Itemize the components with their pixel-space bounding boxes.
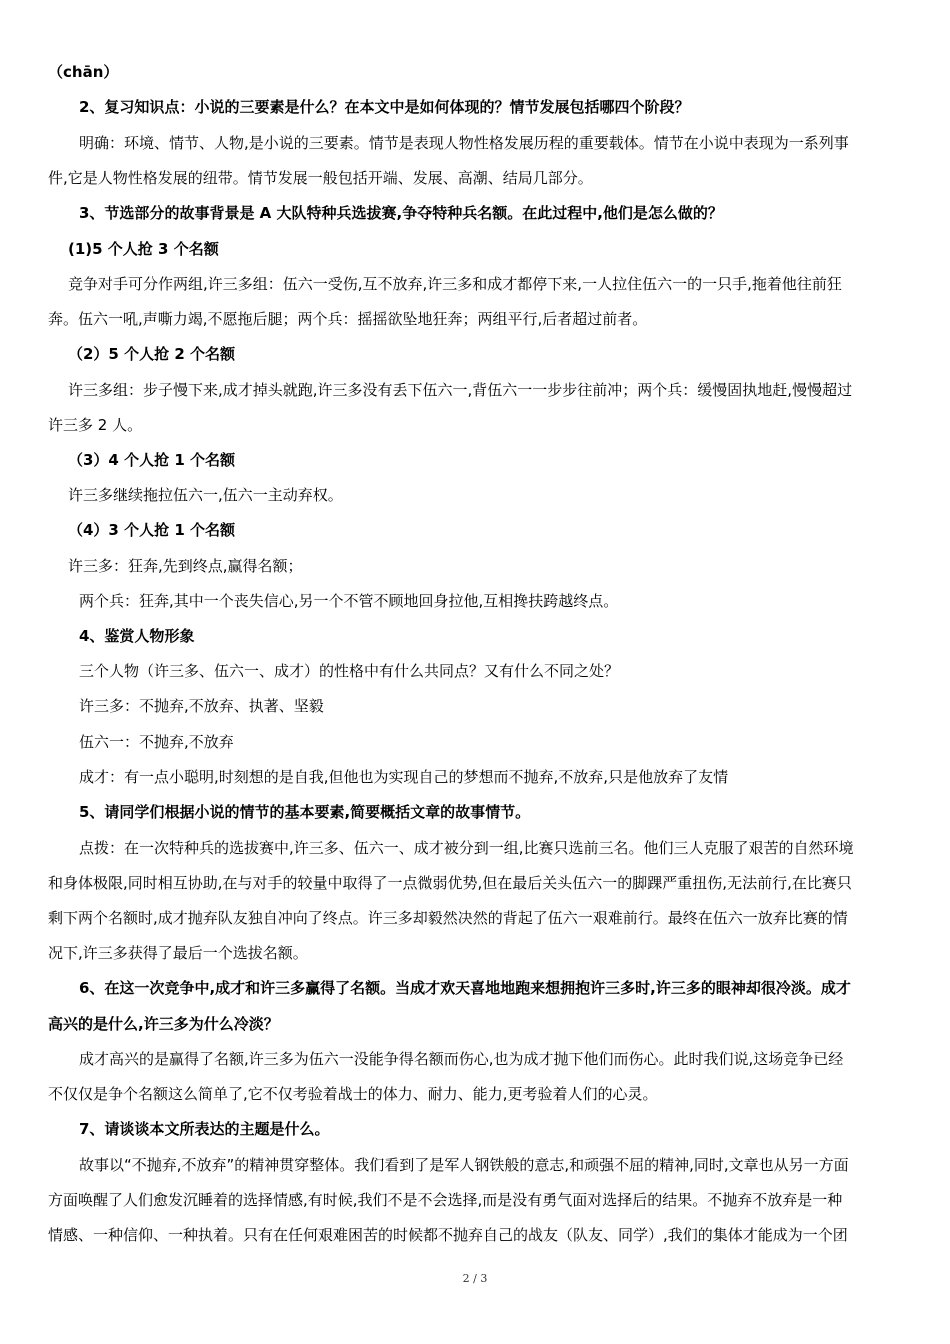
- sub-heading: （2）5 个人抢 2 个名额: [68, 345, 235, 363]
- text-line: 况下,许三多获得了最后一个选拔名额。: [48, 944, 308, 962]
- text-line: 许三多 2 人。: [48, 416, 143, 434]
- text-line: 情感、一种信仰、一种执着。只有在任何艰难困苦的时候都不抛弃自己的战友（队友、同学）,我们的集体才能成为一个团: [48, 1226, 848, 1244]
- page-number: 2 / 3: [462, 1272, 488, 1285]
- text-line: 许三多继续拖拉伍六一,伍六一主动弃权。: [68, 486, 343, 504]
- text-line: 方面唤醒了人们愈发沉睡着的选择情感,有时候,我们不是不会选择,而是没有勇气面对选择后的结果。不抛弃不放弃是一种: [48, 1191, 843, 1209]
- text-line: 剩下两个名额时,成才抛弃队友独自冲向了终点。许三多却毅然决然的背起了伍六一艰难前行。最终在伍六一放弃比赛的情: [48, 909, 848, 927]
- text-line: 两个兵：狂奔,其中一个丧失信心,另一个不管不顾地回身拉他,互相搀扶跨越终点。: [79, 592, 619, 610]
- text-line: 点拨：在一次特种兵的选拔赛中,许三多、伍六一、成才被分到一组,比赛只选前三名。他们三人克服了艰苦的自然环境: [79, 839, 854, 857]
- question-heading: 6、在这一次竞争中,成才和许三多赢得了名额。当成才欢天喜地地跑来想拥抱许三多时,许三多的眼神却很冷淡。成才: [79, 979, 851, 997]
- question-heading: 3、节选部分的故事背景是 A 大队特种兵选拔赛,争夺特种兵名额。在此过程中,他们是怎么做的？: [79, 204, 723, 222]
- text-line: 奔。伍六一吼,声嘶力竭,不愿拖后腿；两个兵：摇摇欲坠地狂奔；两组平行,后者超过前者。: [48, 310, 648, 328]
- text-line: 许三多：狂奔,先到终点,赢得名额；: [68, 557, 303, 575]
- sub-heading: (1)5 个人抢 3 个名额: [68, 240, 219, 258]
- text-line: 成才：有一点小聪明,时刻想的是自我,但他也为实现自己的梦想而不抛弃,不放弃,只是他放弃了友情: [79, 768, 729, 786]
- question-heading: 5、请同学们根据小说的情节的基本要素,简要概括文章的故事情节。: [79, 803, 531, 821]
- text-line: （chān）: [48, 63, 119, 81]
- text-line: 明确：环境、情节、人物,是小说的三要素。情节是表现人物性格发展历程的重要载体。情节在小说中表现为一系列事: [79, 134, 849, 152]
- question-heading: 4、鉴赏人物形象: [79, 627, 195, 645]
- sub-heading: （3）4 个人抢 1 个名额: [68, 451, 235, 469]
- question-heading: 7、请谈谈本文所表达的主题是什么。: [79, 1120, 330, 1138]
- text-line: 和身体极限,同时相互协助,在与对手的较量中取得了一点微弱优势,但在最后关头伍六一的脚踝严重扭伤,无法前行,在比赛只: [48, 874, 852, 892]
- text-line: 伍六一：不抛弃,不放弃: [79, 733, 234, 751]
- text-line: 成才高兴的是赢得了名额,许三多为伍六一没能争得名额而伤心,也为成才抛下他们而伤心。此时我们说,这场竞争已经: [79, 1050, 844, 1068]
- text-line: 三个人物（许三多、伍六一、成才）的性格中有什么共同点？又有什么不同之处？: [79, 662, 620, 680]
- text-line: 许三多组：步子慢下来,成才掉头就跑,许三多没有丢下伍六一,背伍六一一步步往前冲；两个兵：缓慢固执地赶,慢慢超过: [68, 381, 853, 399]
- text-line: 竞争对手可分作两组,许三多组：伍六一受伤,互不放弃,许三多和成才都停下来,一人拉住伍六一的一只手,拖着他往前狂: [68, 275, 842, 293]
- text-line: 件,它是人物性格发展的纽带。情节发展一般包括开端、发展、高潮、结局几部分。: [48, 169, 593, 187]
- sub-heading: （4）3 个人抢 1 个名额: [68, 521, 235, 539]
- text-line: 许三多：不抛弃,不放弃、执著、坚毅: [79, 697, 324, 715]
- question-heading: 2、复习知识点：小说的三要素是什么？在本文中是如何体现的？情节发展包括哪四个阶段？: [79, 98, 690, 116]
- text-line: 故事以“不抛弃,不放弃”的精神贯穿整体。我们看到了是军人钢铁般的意志,和顽强不屈的精神,同时,文章也从另一方面: [79, 1156, 849, 1174]
- question-heading: 高兴的是什么,许三多为什么冷淡？: [48, 1015, 279, 1033]
- text-line: 不仅仅是争个名额这么简单了,它不仅考验着战士的体力、耐力、能力,更考验着人们的心灵。: [48, 1085, 658, 1103]
